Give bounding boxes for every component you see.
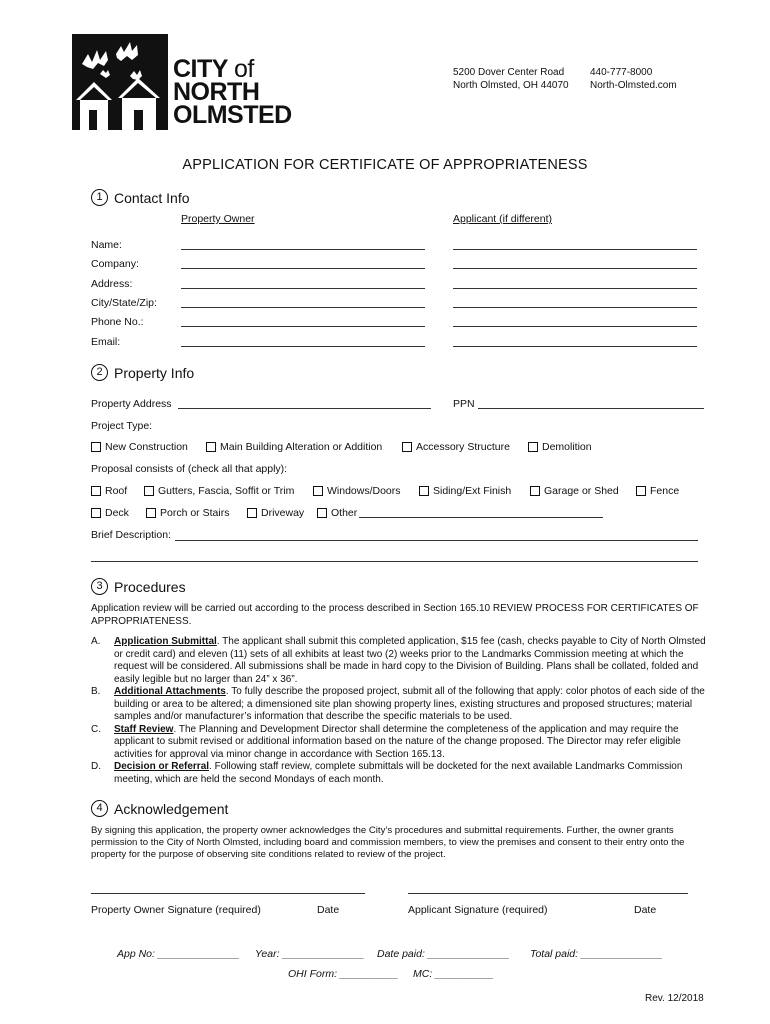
owner-contact-field[interactable] <box>181 288 425 289</box>
mc-field[interactable]: MC: __________ <box>413 968 494 980</box>
applicant-contact-field[interactable] <box>453 288 697 289</box>
procedure-text: . Following staff review, complete submittals will be docketed for the next available Landmarks Commission meeting, which are held the second Mondays of each month. <box>114 761 683 785</box>
contact-field-label: Name: <box>91 239 122 251</box>
checkbox-accessory-structure[interactable]: Accessory Structure <box>402 441 510 453</box>
houses-trees-icon <box>72 34 168 130</box>
checkbox-main-building[interactable]: Main Building Alteration or Addition <box>206 441 382 453</box>
checkbox-new-construction[interactable]: New Construction <box>91 441 188 453</box>
column-header-applicant: Applicant (if different) <box>453 213 553 225</box>
procedure-item <box>91 686 711 724</box>
checkbox-siding[interactable]: Siding/Ext Finish <box>419 485 511 497</box>
checkbox-driveway[interactable]: Driveway <box>247 507 304 519</box>
contact-field-label: City/State/Zip: <box>91 296 157 309</box>
section-number-badge: 2 <box>91 364 108 381</box>
contact-field-label: Email: <box>91 335 121 348</box>
owner-contact-field[interactable] <box>181 326 425 327</box>
app-no-field[interactable]: App No: ______________ <box>117 948 240 960</box>
procedure-letter: D. <box>91 761 101 772</box>
procedure-letter: B. <box>91 686 101 697</box>
ppn-field[interactable] <box>478 408 704 409</box>
applicant-contact-field[interactable] <box>453 307 697 308</box>
owner-date-label: Date <box>317 904 340 916</box>
contact-field-label: Company: <box>91 258 139 271</box>
checkbox-garage-shed[interactable]: Garage or Shed <box>530 485 619 497</box>
procedure-item <box>91 724 711 762</box>
checkbox-icon <box>402 442 412 452</box>
contact-field-label: Phone No.: <box>91 316 144 329</box>
ohi-form-field[interactable]: OHI Form: __________ <box>288 968 399 980</box>
checkbox-porch-stairs[interactable]: Porch or Stairs <box>146 507 229 519</box>
checkbox-roof[interactable]: Roof <box>91 485 127 497</box>
checkbox-icon <box>91 442 101 452</box>
checkbox-icon <box>528 442 538 452</box>
section-number-badge: 1 <box>91 189 108 206</box>
proposal-label: Proposal consists of (check all that apply): <box>91 463 288 475</box>
city-logo-wordmark: CITY of NORTH OLMSTED <box>173 55 292 129</box>
date-paid-field[interactable]: Date paid: ______________ <box>377 948 510 960</box>
city-logo-emblem <box>72 34 168 130</box>
checkbox-other[interactable]: Other <box>317 507 357 519</box>
acknowledgement-text: By signing this application, the property owner acknowledges the City’s procedures and submittal requirements. Further, the owner grants permission to the City of North Olmsted, including board and commission members, to view the premises and consent to their entry onto the property for the purpose of observing site conditions related to review of the project. <box>91 825 685 860</box>
checkbox-icon <box>530 486 540 496</box>
checkbox-fence[interactable]: Fence <box>636 485 679 497</box>
owner-contact-field[interactable] <box>181 249 425 250</box>
applicant-contact-field[interactable] <box>453 346 697 347</box>
procedure-letter: C. <box>91 723 101 735</box>
procedure-title: Staff Review <box>114 723 174 735</box>
ppn-label: PPN <box>453 398 475 410</box>
procedure-body <box>114 686 711 724</box>
applicant-date-label: Date <box>634 904 657 916</box>
applicant-signature-field[interactable] <box>408 893 688 894</box>
checkbox-deck[interactable]: Deck <box>91 507 129 519</box>
procedure-letter: A. <box>91 636 101 647</box>
procedure-text: . The Planning and Development Director shall determine the completeness of the application and may require the applicant to submit revised or additional information based on the nature of the change proposed. The Director may refer eligible activities for approval via minor change in accordance with Section 165.13. <box>114 723 681 760</box>
checkbox-demolition[interactable]: Demolition <box>528 441 592 453</box>
checkbox-icon <box>313 486 323 496</box>
section-property-heading: 2 Property Info <box>91 364 194 381</box>
checkbox-gutters[interactable]: Gutters, Fascia, Soffit or Trim <box>144 485 294 497</box>
checkbox-icon <box>419 486 429 496</box>
section-procedures-heading: 3 Procedures <box>91 578 186 595</box>
brief-description-field-line1[interactable] <box>175 540 698 541</box>
applicant-contact-field[interactable] <box>453 326 697 327</box>
column-header-owner: Property Owner <box>181 213 255 225</box>
brief-description-field-line2[interactable] <box>91 561 698 562</box>
city-address: 5200 Dover Center Road North Olmsted, OH 44070 <box>453 67 569 91</box>
form-title: APPLICATION FOR CERTIFICATE OF APPROPRIATENESS <box>182 157 588 173</box>
checkbox-icon <box>247 508 257 518</box>
procedure-body <box>114 761 711 786</box>
procedures-intro: Application review will be carried out according to the process described in Section 165.10 REVIEW PROCESS FOR CERTIFICATES OF APPROPRIATENESS. <box>91 603 699 627</box>
owner-contact-field[interactable] <box>181 268 425 269</box>
applicant-contact-field[interactable] <box>453 249 697 250</box>
property-address-label: Property Address <box>91 398 172 410</box>
year-field[interactable]: Year: ______________ <box>255 948 365 960</box>
section-number-badge: 3 <box>91 578 108 595</box>
applicant-signature-label: Applicant Signature (required) <box>408 904 548 916</box>
checkbox-windows-doors[interactable]: Windows/Doors <box>313 485 401 497</box>
city-website: North-Olmsted.com <box>590 80 677 91</box>
city-contact <box>590 66 677 92</box>
procedure-title: Decision or Referral <box>114 761 210 772</box>
checkbox-icon <box>91 508 101 518</box>
procedure-title: Application Submittal <box>114 636 217 647</box>
project-type-label: Project Type: <box>91 420 153 432</box>
applicant-contact-field[interactable] <box>453 268 697 269</box>
owner-signature-label: Property Owner Signature (required) <box>91 904 261 916</box>
section-number-badge: 4 <box>91 800 108 817</box>
brief-description-label: Brief Description: <box>91 529 171 541</box>
section-contact-heading: 1 Contact Info <box>91 189 190 206</box>
checkbox-icon <box>636 486 646 496</box>
procedure-body <box>114 636 711 686</box>
procedure-text: . To fully describe the proposed project, submit all of the following that apply: color photos of each side of the building or area to be altered; a dimensioned site plan showing property lines, existing structures and proposed structures; material samples and/or manufacturer’s information that describe the specific materials to be used. <box>114 686 705 722</box>
revision-label: Rev. 12/2018 <box>645 993 704 1004</box>
procedures-list <box>91 636 711 786</box>
checkbox-icon <box>144 486 154 496</box>
checkbox-icon <box>206 442 216 452</box>
procedure-body <box>114 724 711 762</box>
procedure-item <box>91 636 711 686</box>
section-acknowledgement-heading: 4 Acknowledgement <box>91 800 228 817</box>
property-address-field[interactable] <box>178 408 431 409</box>
owner-contact-field[interactable] <box>181 307 425 308</box>
checkbox-icon <box>317 508 327 518</box>
contact-field-label: Address: <box>91 277 133 290</box>
procedure-text: . The applicant shall submit this completed application, $15 fee (cash, checks payable to City of North Olmsted or credit card) and eleven (11) sets of all exhibits at least two (2) weeks prior to the Landmarks Commission meeting at which the request will be considered. All submissions shall be made in hard copy to the Division of Building. Plans shall be collated, folded and easily legible but no larger than 24” x 36”. <box>114 636 706 685</box>
owner-signature-field[interactable] <box>91 893 365 894</box>
procedure-title: Additional Attachments <box>114 686 226 697</box>
total-paid-field[interactable]: Total paid: ______________ <box>530 948 663 960</box>
checkbox-icon <box>146 508 156 518</box>
other-specify-field[interactable] <box>359 517 603 518</box>
owner-contact-field[interactable] <box>181 346 425 347</box>
city-phone: 440-777-8000 <box>590 67 653 78</box>
procedure-item <box>91 761 711 786</box>
checkbox-icon <box>91 486 101 496</box>
